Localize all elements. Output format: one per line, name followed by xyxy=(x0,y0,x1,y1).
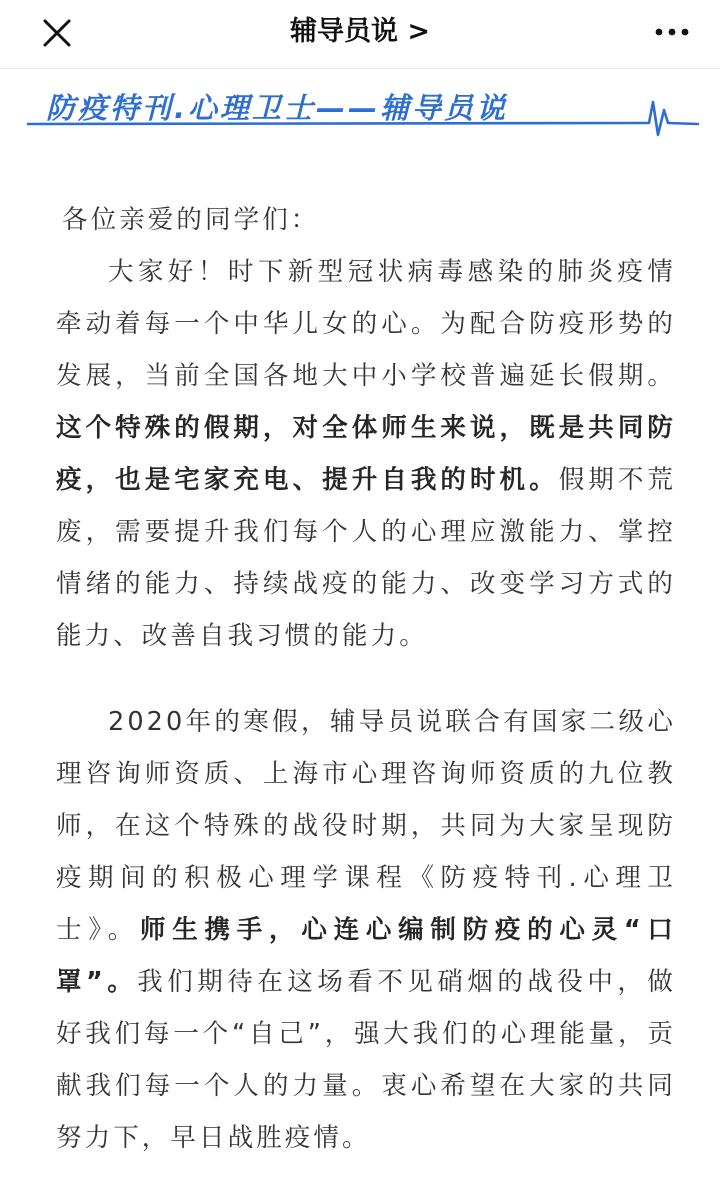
paragraph-1 xyxy=(56,246,676,662)
account-name-link[interactable] xyxy=(290,16,430,47)
paragraph-2-emphasis: 师生携手，心连心编制防疫的心灵“口罩”。 xyxy=(56,915,676,997)
page-title xyxy=(0,0,720,64)
close-icon xyxy=(40,16,74,50)
more-options-button[interactable] xyxy=(652,22,692,42)
paragraph-1-rest: 假期不荒废，需要提升我们每个人的心理应激能力、掌控情绪的能力、持续战疫的能力、改变学习方式的能力、改善自我习惯的能力。 xyxy=(56,465,676,651)
close-button[interactable] xyxy=(40,16,74,50)
paragraph-2-rest: 我们期待在这场看不见硝烟的战役中，做好我们每一个“自己”，强大我们的心理能量，贡献我们每一个人的力量。衷心希望在大家的共同努力下，早日战胜疫情。 xyxy=(56,967,676,1153)
paragraph-1-emphasis: 这个特殊的假期，对全体师生来说，既是共同防疫，也是宅家充电、提升自我的时机。 xyxy=(56,413,676,495)
article-body xyxy=(56,194,676,1164)
chevron-right-icon: > xyxy=(407,16,431,47)
account-name: 辅导员说 xyxy=(289,16,398,47)
article-banner xyxy=(0,80,720,140)
paragraph-2 xyxy=(56,696,676,1164)
banner-title: 防疫特刊.心理卫士——辅导员说 xyxy=(46,91,509,125)
paragraph-1-intro: 大家好！时下新型冠状病毒感染的肺炎疫情牵动着每一个中华儿女的心。为配合防疫形势的发展，当前全国各地大中小学校普遍延长假期。 xyxy=(56,257,676,391)
more-dots-icon xyxy=(652,22,692,42)
greeting: 各位亲爱的同学们： xyxy=(62,205,320,235)
top-navigation-bar xyxy=(0,0,720,69)
paragraph-spacer xyxy=(56,662,676,696)
paragraph-2-intro: 2020年的寒假，辅导员说联合有国家二级心理咨询师资质、上海市心理咨询师资质的九位教师，在这个特殊的战役时期，共同为大家呈现防疫期间的积极心理学课程《防疫特刊.心理卫士》。 xyxy=(56,707,676,945)
